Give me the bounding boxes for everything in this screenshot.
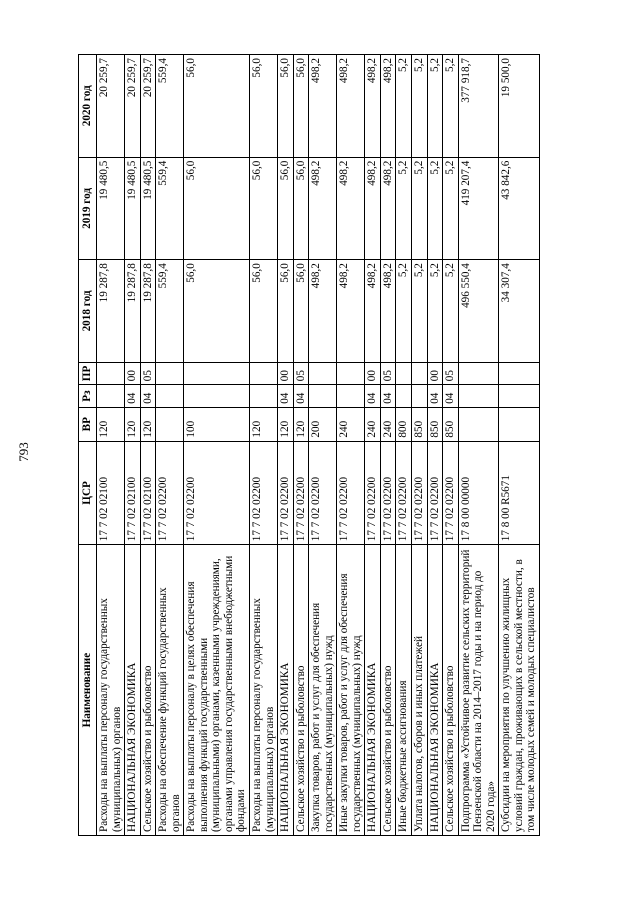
table-row bbox=[125, 55, 141, 836]
cell-name: Расходы на выплаты персоналу государственных (муниципальных) органов bbox=[250, 545, 278, 836]
cell-rz bbox=[97, 385, 125, 408]
cell-name: Сельское хозяйство и рыболовство bbox=[140, 545, 156, 836]
cell-csr: 17 7 02 02200 bbox=[427, 441, 443, 545]
cell-y2019: 56,0 bbox=[250, 157, 278, 260]
table-row bbox=[278, 55, 294, 836]
page-number: 793 bbox=[15, 442, 31, 462]
cell-y2019: 419 207,4 bbox=[458, 157, 499, 260]
cell-rz bbox=[309, 385, 337, 408]
cell-vr: 800 bbox=[396, 407, 412, 441]
header-2019: 2019 год bbox=[79, 157, 97, 260]
cell-name: Уплата налогов, сборов и иных платежей bbox=[412, 545, 428, 836]
cell-pr bbox=[309, 362, 337, 385]
table-row bbox=[97, 55, 125, 836]
cell-vr: 120 bbox=[278, 407, 294, 441]
cell-vr: 240 bbox=[380, 407, 396, 441]
cell-name: Расходы на выплаты персоналу государственных (муниципальных) органов bbox=[97, 545, 125, 836]
cell-y2019: 498,2 bbox=[337, 157, 365, 260]
cell-y2020: 56,0 bbox=[184, 55, 250, 158]
cell-vr: 100 bbox=[184, 407, 250, 441]
cell-y2020: 19 500,0 bbox=[499, 55, 540, 158]
cell-y2020: 56,0 bbox=[278, 55, 294, 158]
cell-y2019: 19 480,5 bbox=[125, 157, 141, 260]
cell-pr bbox=[156, 362, 184, 385]
cell-csr: 17 7 02 02100 bbox=[97, 441, 125, 545]
cell-y2020: 20 259,7 bbox=[140, 55, 156, 158]
cell-vr: 850 bbox=[443, 407, 459, 441]
cell-rz bbox=[184, 385, 250, 408]
cell-csr: 17 7 02 02100 bbox=[125, 441, 141, 545]
cell-y2019: 56,0 bbox=[278, 157, 294, 260]
table-row bbox=[337, 55, 365, 836]
cell-csr: 17 7 02 02200 bbox=[365, 441, 381, 545]
header-vr: ВР bbox=[79, 407, 97, 441]
cell-name: Сельское хозяйство и рыболовство bbox=[293, 545, 309, 836]
cell-csr: 17 7 02 02200 bbox=[184, 441, 250, 545]
cell-csr: 17 7 02 02100 bbox=[140, 441, 156, 545]
cell-rz: 04 bbox=[443, 385, 459, 408]
cell-name: Подпрограмма «Устойчивое развитие сельских территорий Пензенской области на 2014–2017 годы и на период до 2020 года» bbox=[458, 545, 499, 836]
cell-y2018: 5,2 bbox=[412, 260, 428, 363]
cell-vr: 240 bbox=[365, 407, 381, 441]
cell-y2018: 19 287,8 bbox=[140, 260, 156, 363]
header-2018: 2018 год bbox=[79, 260, 97, 363]
cell-y2018: 19 287,8 bbox=[125, 260, 141, 363]
cell-y2020: 5,2 bbox=[427, 55, 443, 158]
cell-vr: 200 bbox=[309, 407, 337, 441]
cell-csr: 17 7 02 02200 bbox=[380, 441, 396, 545]
cell-rz: 04 bbox=[365, 385, 381, 408]
table-row bbox=[309, 55, 337, 836]
cell-csr: 17 7 02 02200 bbox=[156, 441, 184, 545]
cell-y2020: 20 259,7 bbox=[97, 55, 125, 158]
cell-pr bbox=[396, 362, 412, 385]
cell-y2018: 498,2 bbox=[380, 260, 396, 363]
cell-csr: 17 7 02 02200 bbox=[250, 441, 278, 545]
cell-y2018: 559,4 bbox=[156, 260, 184, 363]
cell-name: НАЦИОНАЛЬНАЯ ЭКОНОМИКА bbox=[278, 545, 294, 836]
cell-y2020: 377 918,7 bbox=[458, 55, 499, 158]
cell-y2020: 498,2 bbox=[309, 55, 337, 158]
cell-pr bbox=[412, 362, 428, 385]
cell-pr bbox=[458, 362, 499, 385]
cell-rz: 04 bbox=[125, 385, 141, 408]
table-row bbox=[184, 55, 250, 836]
cell-vr: 120 bbox=[250, 407, 278, 441]
cell-csr: 17 8 00 00000 bbox=[458, 441, 499, 545]
cell-pr bbox=[97, 362, 125, 385]
cell-y2019: 5,2 bbox=[396, 157, 412, 260]
cell-rz bbox=[156, 385, 184, 408]
cell-pr: 00 bbox=[278, 362, 294, 385]
cell-y2020: 5,2 bbox=[443, 55, 459, 158]
cell-pr: 00 bbox=[125, 362, 141, 385]
cell-y2020: 5,2 bbox=[396, 55, 412, 158]
cell-y2018: 498,2 bbox=[337, 260, 365, 363]
cell-rz bbox=[412, 385, 428, 408]
cell-name: Расходы на обеспечение функций государственных органов bbox=[156, 545, 184, 836]
cell-name: Иные бюджетные ассигнования bbox=[396, 545, 412, 836]
cell-y2018: 19 287,8 bbox=[97, 260, 125, 363]
table-row bbox=[443, 55, 459, 836]
cell-csr: 17 7 02 02200 bbox=[278, 441, 294, 545]
cell-y2018: 56,0 bbox=[278, 260, 294, 363]
budget-table bbox=[78, 54, 540, 836]
cell-y2018: 498,2 bbox=[365, 260, 381, 363]
cell-pr: 05 bbox=[293, 362, 309, 385]
cell-pr: 05 bbox=[140, 362, 156, 385]
cell-name: Сельское хозяйство и рыболовство bbox=[443, 545, 459, 836]
table-row bbox=[396, 55, 412, 836]
cell-y2019: 498,2 bbox=[365, 157, 381, 260]
header-2020: 2020 год bbox=[79, 55, 97, 158]
cell-y2020: 498,2 bbox=[380, 55, 396, 158]
cell-y2018: 56,0 bbox=[293, 260, 309, 363]
cell-y2019: 19 480,5 bbox=[140, 157, 156, 260]
cell-rz: 04 bbox=[293, 385, 309, 408]
cell-pr: 05 bbox=[380, 362, 396, 385]
cell-y2019: 498,2 bbox=[309, 157, 337, 260]
cell-rz: 04 bbox=[427, 385, 443, 408]
cell-name: Сельское хозяйство и рыболовство bbox=[380, 545, 396, 836]
cell-vr: 120 bbox=[140, 407, 156, 441]
cell-pr bbox=[499, 362, 540, 385]
cell-vr: 120 bbox=[125, 407, 141, 441]
cell-y2018: 34 307,4 bbox=[499, 260, 540, 363]
table-header-row bbox=[79, 55, 97, 836]
cell-rz bbox=[250, 385, 278, 408]
cell-y2019: 19 480,5 bbox=[97, 157, 125, 260]
cell-vr bbox=[499, 407, 540, 441]
cell-pr bbox=[250, 362, 278, 385]
cell-pr bbox=[337, 362, 365, 385]
cell-vr: 120 bbox=[293, 407, 309, 441]
cell-rz bbox=[499, 385, 540, 408]
cell-rz bbox=[337, 385, 365, 408]
cell-y2020: 20 259,7 bbox=[125, 55, 141, 158]
cell-y2020: 498,2 bbox=[365, 55, 381, 158]
cell-name: НАЦИОНАЛЬНАЯ ЭКОНОМИКА bbox=[125, 545, 141, 836]
cell-vr bbox=[458, 407, 499, 441]
header-csr: ЦСР bbox=[79, 441, 97, 545]
cell-y2018: 56,0 bbox=[250, 260, 278, 363]
cell-y2019: 56,0 bbox=[293, 157, 309, 260]
cell-y2018: 5,2 bbox=[396, 260, 412, 363]
cell-rz bbox=[458, 385, 499, 408]
cell-rz: 04 bbox=[140, 385, 156, 408]
cell-y2018: 496 550,4 bbox=[458, 260, 499, 363]
cell-name: Закупка товаров, работ и услуг для обеспечения государственных (муниципальных) нужд bbox=[309, 545, 337, 836]
cell-vr: 850 bbox=[427, 407, 443, 441]
table-row bbox=[427, 55, 443, 836]
header-pr: ПР bbox=[79, 362, 97, 385]
cell-name: НАЦИОНАЛЬНАЯ ЭКОНОМИКА bbox=[427, 545, 443, 836]
header-rz: Рз bbox=[79, 385, 97, 408]
cell-pr: 00 bbox=[365, 362, 381, 385]
cell-y2020: 559,4 bbox=[156, 55, 184, 158]
cell-csr: 17 7 02 02200 bbox=[396, 441, 412, 545]
cell-y2019: 56,0 bbox=[184, 157, 250, 260]
cell-y2018: 498,2 bbox=[309, 260, 337, 363]
table-row bbox=[499, 55, 540, 836]
cell-name: Иные закупки товаров, работ и услуг для обеспечения государственных (муниципальных) нужд bbox=[337, 545, 365, 836]
table-body bbox=[97, 55, 540, 836]
cell-y2020: 5,2 bbox=[412, 55, 428, 158]
cell-y2018: 5,2 bbox=[443, 260, 459, 363]
cell-vr: 240 bbox=[337, 407, 365, 441]
cell-pr: 05 bbox=[443, 362, 459, 385]
header-name: Наименование bbox=[79, 545, 97, 836]
table-row bbox=[380, 55, 396, 836]
cell-y2018: 56,0 bbox=[184, 260, 250, 363]
cell-y2019: 43 842,6 bbox=[499, 157, 540, 260]
cell-name: НАЦИОНАЛЬНАЯ ЭКОНОМИКА bbox=[365, 545, 381, 836]
table-row bbox=[293, 55, 309, 836]
table-row bbox=[250, 55, 278, 836]
table-row bbox=[412, 55, 428, 836]
cell-rz bbox=[396, 385, 412, 408]
cell-vr bbox=[156, 407, 184, 441]
cell-y2020: 56,0 bbox=[250, 55, 278, 158]
cell-csr: 17 7 02 02200 bbox=[309, 441, 337, 545]
cell-pr: 00 bbox=[427, 362, 443, 385]
cell-rz: 04 bbox=[278, 385, 294, 408]
rotated-table-frame bbox=[78, 54, 560, 836]
cell-csr: 17 7 02 02200 bbox=[443, 441, 459, 545]
cell-y2020: 56,0 bbox=[293, 55, 309, 158]
cell-pr bbox=[184, 362, 250, 385]
cell-y2018: 5,2 bbox=[427, 260, 443, 363]
cell-name: Субсидии на мероприятия по улучшению жилищных условий граждан, проживающих в сельской местности, в том числе молодых семей и молодых специалистов bbox=[499, 545, 540, 836]
cell-y2019: 498,2 bbox=[380, 157, 396, 260]
cell-y2019: 5,2 bbox=[412, 157, 428, 260]
cell-csr: 17 8 00 R5671 bbox=[499, 441, 540, 545]
cell-y2019: 5,2 bbox=[427, 157, 443, 260]
cell-y2019: 559,4 bbox=[156, 157, 184, 260]
cell-vr: 120 bbox=[97, 407, 125, 441]
cell-y2020: 498,2 bbox=[337, 55, 365, 158]
table-row bbox=[365, 55, 381, 836]
cell-y2019: 5,2 bbox=[443, 157, 459, 260]
cell-csr: 17 7 02 02200 bbox=[337, 441, 365, 545]
table-row bbox=[140, 55, 156, 836]
table-row bbox=[458, 55, 499, 836]
cell-csr: 17 7 02 02200 bbox=[293, 441, 309, 545]
cell-name: Расходы на выплаты персоналу в целях обеспечения выполнения функций государственными (муниципальными) органами, казенными учреждениями, органами управления государственными внебюджетными фондами bbox=[184, 545, 250, 836]
cell-csr: 17 7 02 02200 bbox=[412, 441, 428, 545]
table-row bbox=[156, 55, 184, 836]
cell-vr: 850 bbox=[412, 407, 428, 441]
cell-rz: 04 bbox=[380, 385, 396, 408]
